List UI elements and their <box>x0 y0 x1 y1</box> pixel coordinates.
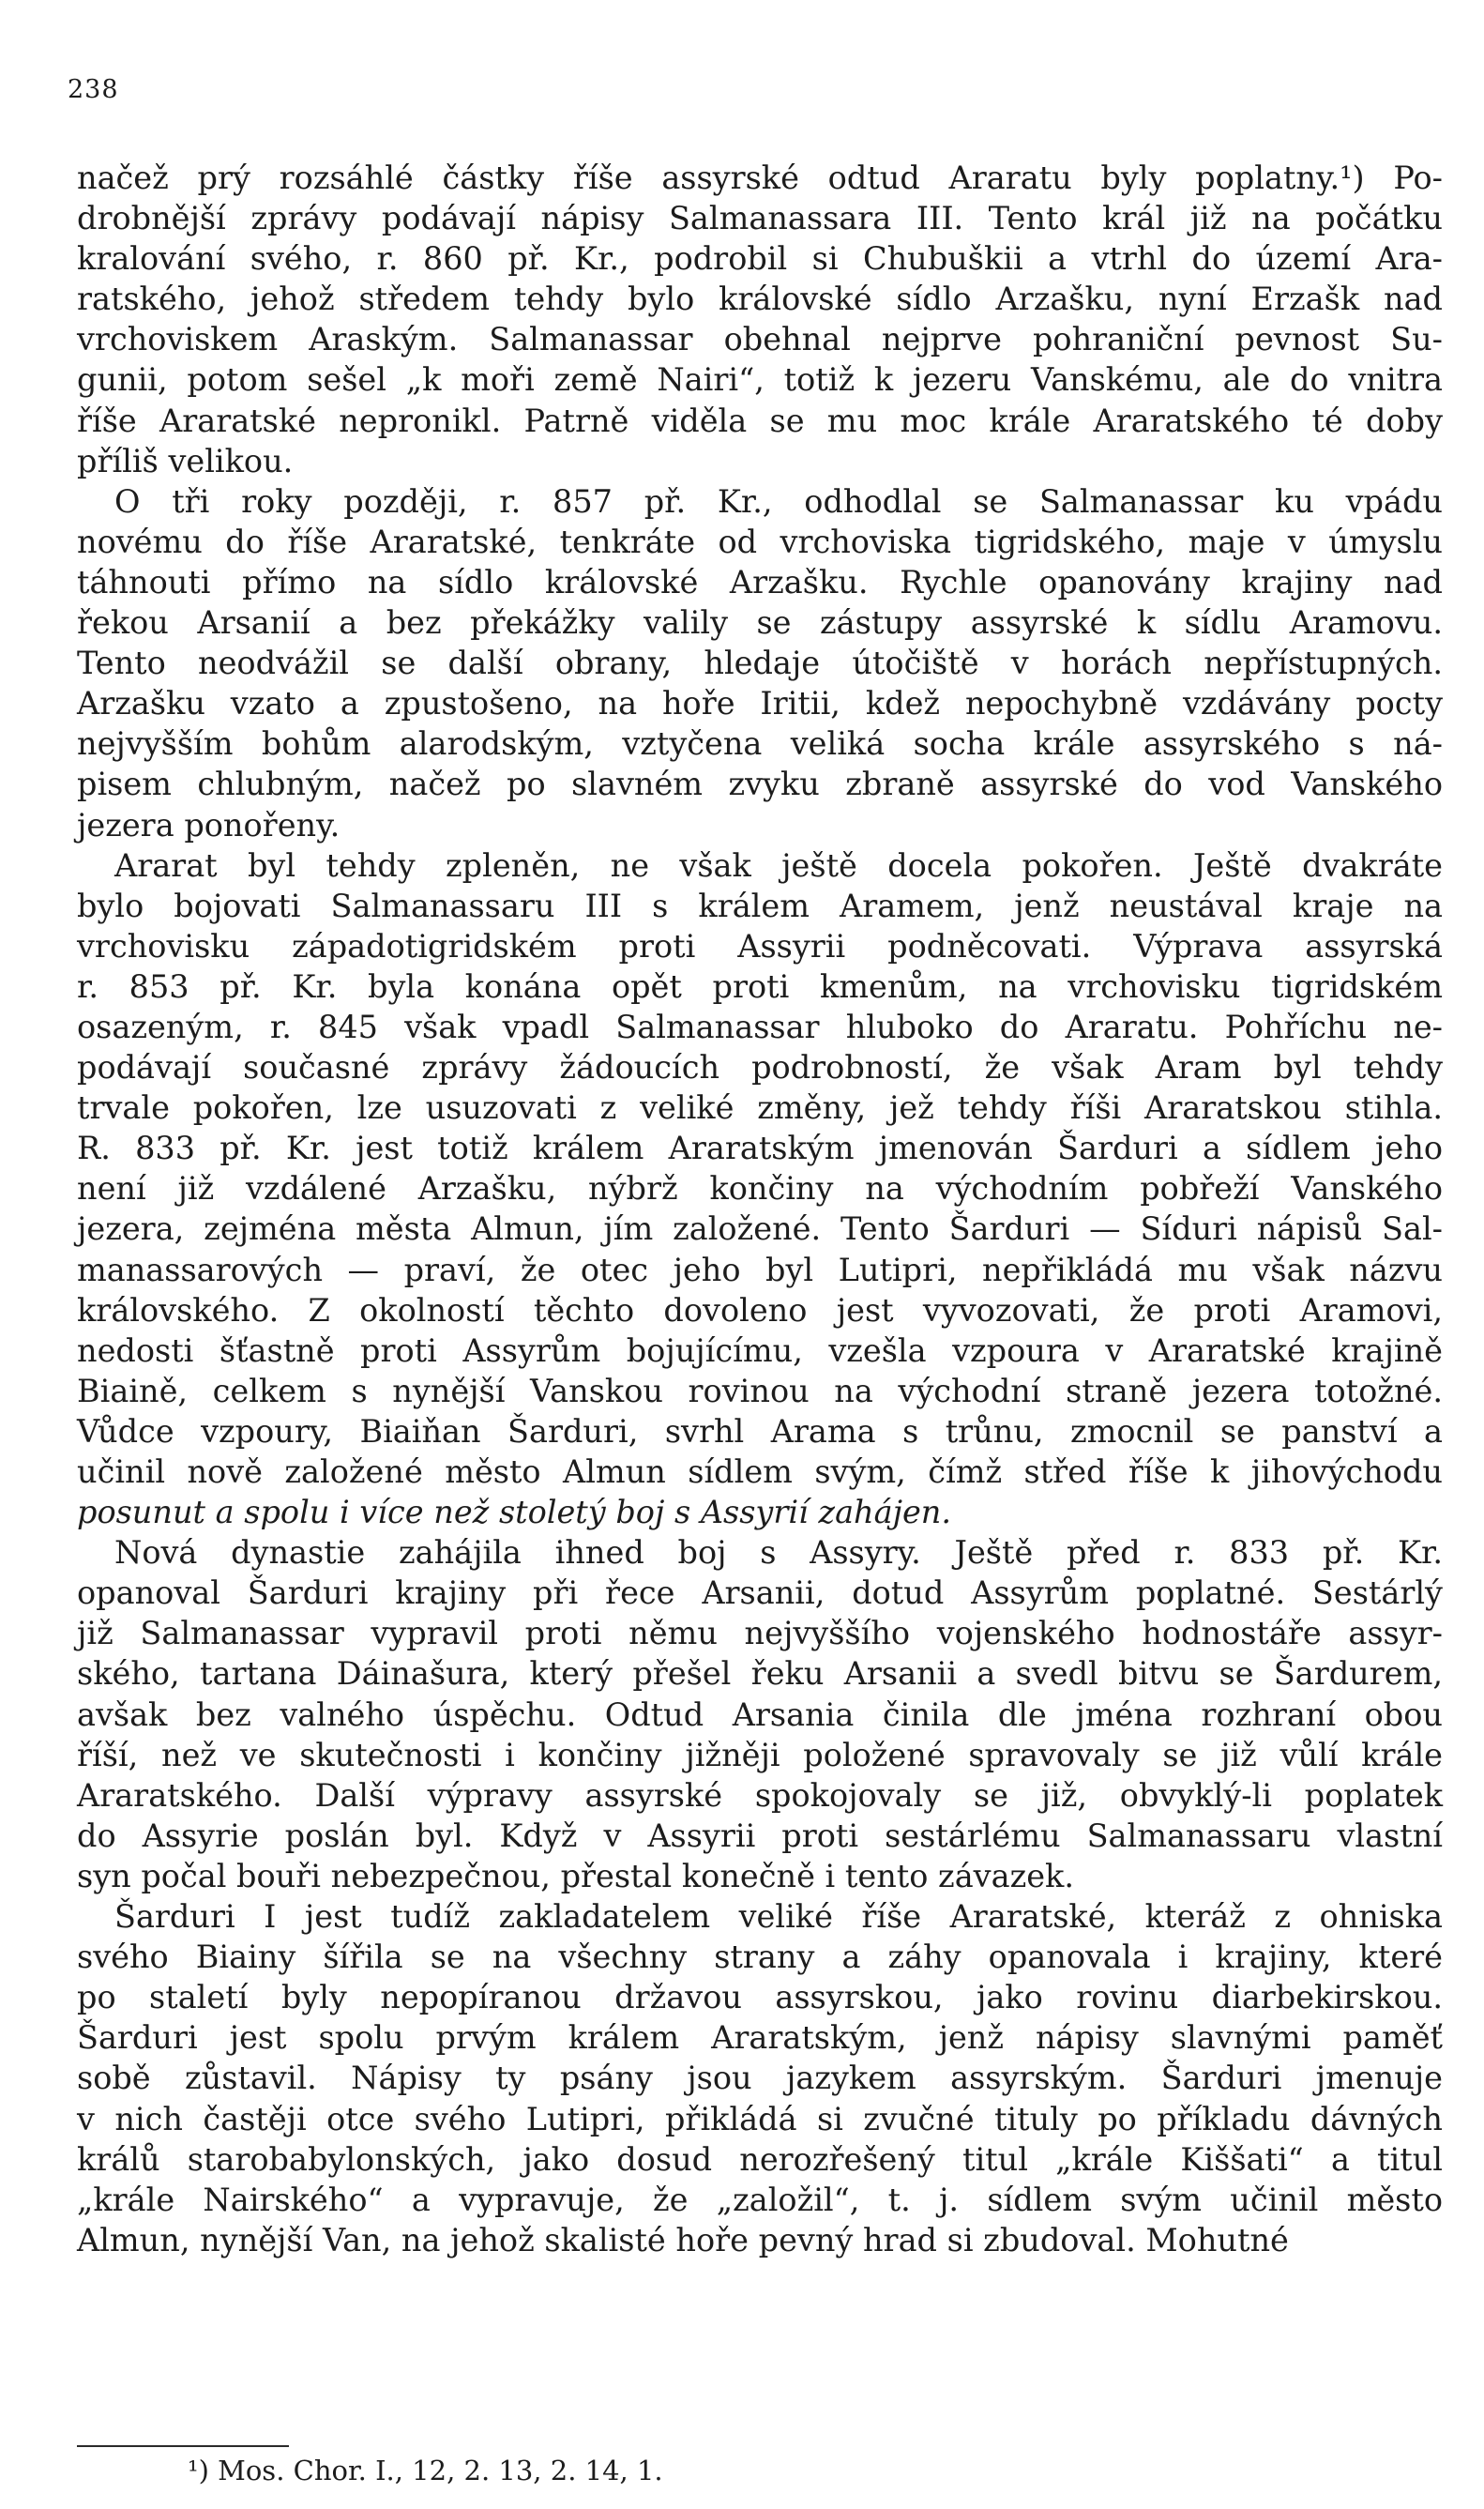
text-line: Šarduri jest spolu prvým králem Araratským, jenž nápisy slavnými paměť <box>77 2019 1443 2057</box>
text-line: Šarduri I jest tudíž zakladatelem veliké říše Araratské, kteráž z ohniska <box>114 1898 1443 1936</box>
text-line: drobnější zprávy podávají nápisy Salmanassara III. Tento král již na počátku <box>77 200 1443 237</box>
text-line: sobě zůstavil. Nápisy ty psány jsou jazykem assyrským. Šarduri jmenuje <box>77 2060 1443 2097</box>
text-line: kralování svého, r. 860 př. Kr., podrobil si Chubuškii a vtrhl do území Ara- <box>77 240 1443 278</box>
text-line: nedosti šťastně proti Assyrům bojujícímu, vzešla vzpoura v Araratské krajině <box>77 1331 1443 1369</box>
text-line: trvale pokořen, lze usuzovati z veliké změny, jež tehdy říši Araratskou stihla. <box>77 1089 1443 1127</box>
text-line: v nich častěji otce svého Lutipri, přikládá si zvučné tituly po příkladu dávných <box>77 2100 1443 2137</box>
text-line: gunii, potom sešel „k moři země Nairi“, totiž k jezeru Vanskému, ale do vnitra <box>77 361 1443 399</box>
text-line: Arzašku vzato a zpustošeno, na hoře Iritii, kdež nepochybně vzdávány pocty <box>77 685 1443 722</box>
text-line: učinil nově založené město Almun sídlem svým, čímž střed říše k jihovýchodu <box>77 1453 1443 1490</box>
text-line: Nová dynastie zahájila ihned boj s Assyry. Ještě před r. 833 př. Kr. <box>114 1534 1443 1572</box>
text-line: bylo bojovati Salmanassaru III s králem Aramem, jenž neustával kraje na <box>77 887 1443 924</box>
text-line: řekou Arsanií a bez překážky valily se zástupy assyrské k sídlu Aramovu. <box>77 604 1443 642</box>
text-line: „krále Nairského“ a vypravuje, že „založil“, t. j. sídlem svým učinil město <box>77 2181 1443 2218</box>
text-line: Biaině, celkem s nynější Vanskou rovinou na východní straně jezera totožné. <box>77 1372 1443 1409</box>
text-line: O tři roky později, r. 857 př. Kr., odhodlal se Salmanassar ku vpádu <box>114 482 1443 520</box>
text-line: osazeným, r. 845 však vpadl Salmanassar hluboko do Araratu. Pohříchu ne- <box>77 1008 1443 1045</box>
text-line: táhnouti přímo na sídlo královské Arzašku. Rychle opanovány krajiny nad <box>77 563 1443 601</box>
text-line: novému do říše Araratské, tenkráte od vrchoviska tigridského, maje v úmyslu <box>77 523 1443 560</box>
text-line: svého Biainy šířila se na všechny strany a záhy opanovala i krajiny, které <box>77 1939 1443 1976</box>
text-line: ského, tartana Dáinašura, který přešel řeku Arsanii a svedl bitvu se Šardurem, <box>77 1655 1443 1693</box>
text-line: Ararat byl tehdy zpleněn, ne však ještě docela pokořen. Ještě dvakráte <box>114 846 1443 884</box>
text-line: již Salmanassar vypravil proti němu nejvyššího vojenského hodnostáře assyr- <box>77 1615 1443 1652</box>
text-line: do Assyrie poslán byl. Když v Assyrii proti sestárlému Salmanassaru vlastní <box>77 1817 1443 1854</box>
text-line: ratského, jehož středem tehdy bylo královské sídlo Arzašku, nyní Erzašk nad <box>77 281 1443 318</box>
text-line: králů starobabylonských, jako dosud nerozřešený titul „krále Kiššati“ a titul <box>77 2140 1443 2178</box>
text-line: vrchovisku západotigridském proti Assyrii podněcovati. Výprava assyrská <box>77 927 1443 965</box>
text-line: jezera, zejména města Almun, jím založené. Tento Šarduri — Síduri nápisů Sal- <box>77 1210 1443 1248</box>
text-line: avšak bez valného úspěchu. Odtud Arsania činila dle jména rozhraní obou <box>77 1695 1443 1733</box>
text-line: říší, než ve skutečnosti i končiny jižněji položené spravovaly se již vůlí krále <box>77 1736 1443 1773</box>
text-line: opanoval Šarduri krajiny při řece Arsanii, dotud Assyrům poplatné. Sestárlý <box>77 1574 1443 1612</box>
page-number: 238 <box>68 75 119 104</box>
text-line: královského. Z okolností těchto dovoleno jest vyvozovati, že proti Aramovi, <box>77 1291 1443 1329</box>
text-line: vrchoviskem Araským. Salmanassar obehnal nejprve pohraniční pevnost Su- <box>77 321 1443 358</box>
text-line: nejvyšším bohům alarodským, vztyčena veliká socha krále assyrského s ná- <box>77 725 1443 763</box>
text-line: Vůdce vzpoury, Biaiňan Šarduri, svrhl Arama s trůnu, zmocnil se panství a <box>77 1412 1443 1450</box>
text-line: Almun, nynější Van, na jehož skalisté hoře pevný hrad si zbudoval. Mohutné <box>77 2221 1289 2258</box>
text-line: syn počal bouři nebezpečnou, přestal konečně i tento závazek. <box>77 1857 1074 1894</box>
text-line: Araratského. Další výpravy assyrské spokojovaly se již, obvyklý-li poplatek <box>77 1776 1443 1814</box>
text-line: příliš velikou. <box>77 442 294 479</box>
text-line: jezera ponořeny. <box>77 806 341 844</box>
text-line: podávají současné zprávy žádoucích podrobností, že však Aram byl tehdy <box>77 1049 1443 1087</box>
text-line: R. 833 př. Kr. jest totiž králem Araratským jmenován Šarduri a sídlem jeho <box>77 1130 1443 1167</box>
text-line: manassarových — praví, že otec jeho byl Lutipri, nepřikládá mu však názvu <box>77 1251 1443 1288</box>
text-line: r. 853 př. Kr. byla konána opět proti kmenům, na vrchovisku tigridském <box>77 967 1443 1005</box>
text-line: pisem chlubným, načež po slavném zvyku zbraně assyrské do vod Vanského <box>77 766 1443 803</box>
text-line: není již vzdálené Arzašku, nýbrž končiny na východním pobřeží Vanského <box>77 1170 1443 1208</box>
body-text <box>77 158 1443 2260</box>
text-line: po staletí byly nepopíranou državou assyrskou, jako rovinu diarbekirskou. <box>77 1979 1443 2016</box>
text-line: posunut a spolu i více než stoletý boj s Assyrií zahájen. <box>77 1494 952 1531</box>
text-line: Tento neodvážil se další obrany, hledaje útočiště v horách nepřístupných. <box>77 645 1443 682</box>
footnote-divider <box>77 2445 289 2447</box>
text-line: načež prý rozsáhlé částky říše assyrské odtud Araratu byly poplatny.¹) Po- <box>77 160 1443 196</box>
footnote: ¹) Mos. Chor. I., 12, 2. 13, 2. 14, 1. <box>188 2455 663 2486</box>
text-line: říše Araratské nepronikl. Patrně viděla se mu moc krále Araratského té doby <box>77 402 1443 439</box>
